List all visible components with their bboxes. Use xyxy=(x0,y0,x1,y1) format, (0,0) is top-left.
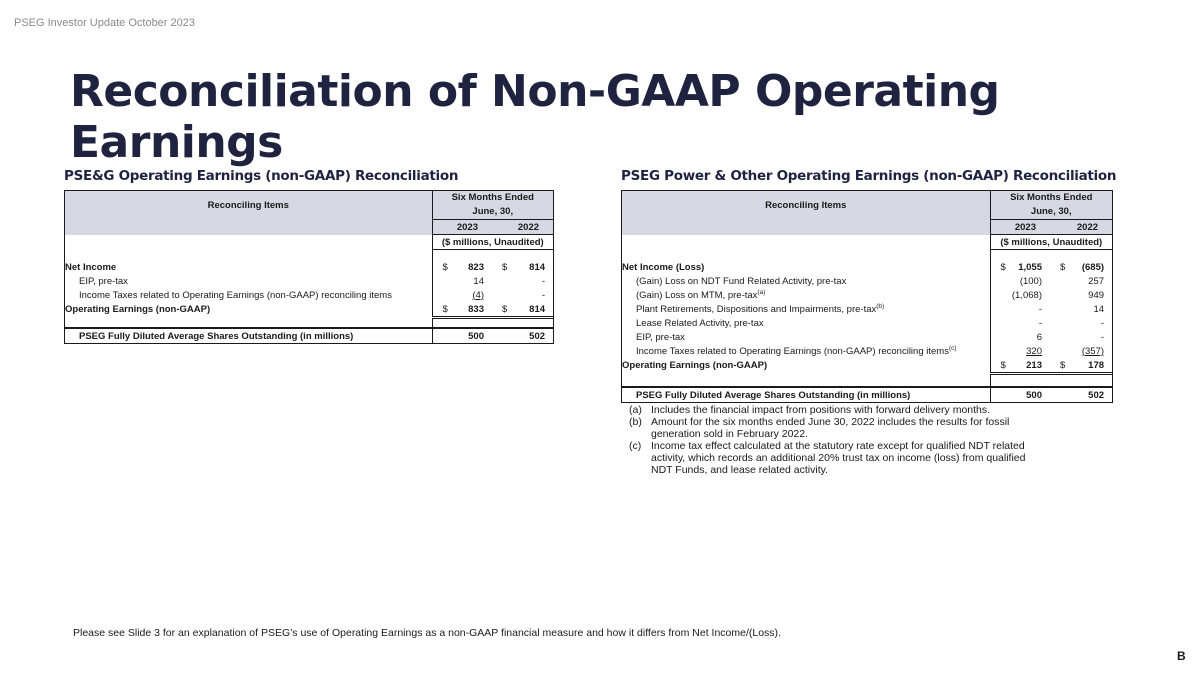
row-label: Income Taxes related to Operating Earnings (non-GAAP) reconciling items xyxy=(65,288,432,302)
footnote: (b) Amount for the six months ended June 30, 2022 includes the results for fossil generation sold in February 2022. xyxy=(629,416,1010,440)
row-label: (Gain) Loss on NDT Fund Related Activity, pre-tax xyxy=(622,274,990,288)
value-2023: 6 xyxy=(1036,331,1042,343)
value-2023: - xyxy=(1038,317,1042,329)
page-title: Reconciliation of Non-GAAP Operating Earnings xyxy=(70,66,1000,168)
currency: $ xyxy=(1050,358,1066,374)
pseg-section-title: PSE&G Operating Earnings (non-GAAP) Reconciliation xyxy=(64,168,459,184)
units-label: ($ millions, Unaudited) xyxy=(432,235,553,250)
row-label: Lease Related Activity, pre-tax xyxy=(622,316,990,330)
units-label: ($ millions, Unaudited) xyxy=(990,235,1112,250)
table-row xyxy=(622,274,1112,288)
value-2023: 213 xyxy=(1006,358,1050,374)
value-2023: 823 xyxy=(468,261,484,273)
shares-row xyxy=(622,387,1112,402)
table-row xyxy=(622,344,1112,358)
table-row xyxy=(65,260,553,274)
value-2023: 1,055 xyxy=(1018,261,1042,273)
currency: $ xyxy=(442,261,448,273)
value-2023: 320 xyxy=(1026,345,1042,357)
value-2022: 814 xyxy=(529,261,546,273)
shares-row xyxy=(65,328,553,343)
period-header-line2: June, 30, xyxy=(990,205,1112,220)
year-2023: 2023 xyxy=(432,220,492,235)
value-2023: 833 xyxy=(448,302,492,318)
row-label: Income Taxes related to Operating Earnings (non-GAAP) reconciling items$^{(c)}$ xyxy=(622,344,990,358)
currency: $ xyxy=(1000,261,1006,273)
currency: $ xyxy=(502,261,508,273)
shares-2022: 502 xyxy=(1050,387,1112,402)
currency: $ xyxy=(432,302,448,318)
pseg-reconciliation-table xyxy=(64,190,554,344)
table-row xyxy=(65,274,553,288)
table-row xyxy=(622,358,1112,374)
shares-label: PSEG Fully Diluted Average Shares Outstanding (in millions) xyxy=(622,387,990,402)
year-2023: 2023 xyxy=(990,220,1050,235)
table-row xyxy=(622,302,1112,316)
value-2022: 14 xyxy=(1093,303,1105,315)
row-label: (Gain) Loss on MTM, pre-tax$^{(a)}$ xyxy=(622,288,990,302)
value-2022: (685) xyxy=(1081,261,1105,273)
value-2022: 257 xyxy=(1088,275,1105,287)
footnote: (c) Income tax effect calculated at the statutory rate except for qualified NDT related activity, which records an additional 20% trust tax on income (loss) from qualified NDT Funds, and lease related activity. xyxy=(629,440,1026,476)
table-row xyxy=(622,330,1112,344)
period-header: Six Months Ended xyxy=(432,191,553,205)
header-tag: PSEG Investor Update October 2023 xyxy=(14,17,195,29)
value-2022: - xyxy=(541,289,546,301)
shares-2022: 502 xyxy=(492,328,553,343)
shares-2023: 500 xyxy=(990,387,1050,402)
value-2022: 949 xyxy=(1088,289,1105,301)
table-row xyxy=(65,302,553,318)
value-2022: - xyxy=(1100,317,1105,329)
value-2022: - xyxy=(1100,331,1105,343)
period-header-line2: June, 30, xyxy=(432,205,553,220)
value-2022: 814 xyxy=(508,302,553,318)
value-2022: (357) xyxy=(1081,345,1105,357)
table-row xyxy=(65,288,553,302)
power-section-title: PSEG Power & Other Operating Earnings (non-GAAP) Reconciliation xyxy=(621,168,1117,184)
page-marker: B xyxy=(1177,649,1186,663)
footer-disclaimer: Please see Slide 3 for an explanation of PSEG’s use of Operating Earnings as a non-GAAP financial measure and how it differs from Net Income/(Loss). xyxy=(73,627,781,639)
col-header: Reconciling Items xyxy=(622,191,990,220)
shares-label: PSEG Fully Diluted Average Shares Outstanding (in millions) xyxy=(65,328,432,343)
footnote-ref: (a) xyxy=(757,288,766,296)
year-2022: 2022 xyxy=(1050,220,1112,235)
row-label: Net Income xyxy=(65,260,432,274)
period-header: Six Months Ended xyxy=(990,191,1112,205)
row-label: Operating Earnings (non-GAAP) xyxy=(65,302,432,318)
col-header: Reconciling Items xyxy=(65,191,432,220)
table-row xyxy=(622,260,1112,274)
footnotes xyxy=(629,404,1029,476)
value-2022: 178 xyxy=(1066,358,1112,374)
footnote-ref: (b) xyxy=(876,302,885,310)
footnote-ref: (c) xyxy=(948,344,957,352)
row-label: EIP, pre-tax xyxy=(622,330,990,344)
shares-2023: 500 xyxy=(432,328,492,343)
value-2022: - xyxy=(541,275,546,287)
value-2023: - xyxy=(1038,303,1042,315)
footnote: (a) Includes the financial impact from positions with forward delivery months. xyxy=(629,404,991,416)
table-row xyxy=(622,316,1112,330)
value-2023: (1,068) xyxy=(1011,289,1042,301)
row-label: Net Income (Loss) xyxy=(622,260,990,274)
currency: $ xyxy=(1060,261,1066,273)
row-label: EIP, pre-tax xyxy=(65,274,432,288)
currency: $ xyxy=(492,302,508,318)
row-label: Plant Retirements, Dispositions and Impairments, pre-tax$^{(b)}$ xyxy=(622,302,990,316)
value-2023: (4) xyxy=(472,289,484,301)
table-row xyxy=(622,288,1112,302)
year-2022: 2022 xyxy=(492,220,553,235)
value-2023: (100) xyxy=(1019,275,1042,287)
value-2023: 14 xyxy=(473,275,484,287)
currency: $ xyxy=(990,358,1006,374)
power-reconciliation-table xyxy=(621,190,1113,403)
row-label: Operating Earnings (non-GAAP) xyxy=(622,358,990,374)
